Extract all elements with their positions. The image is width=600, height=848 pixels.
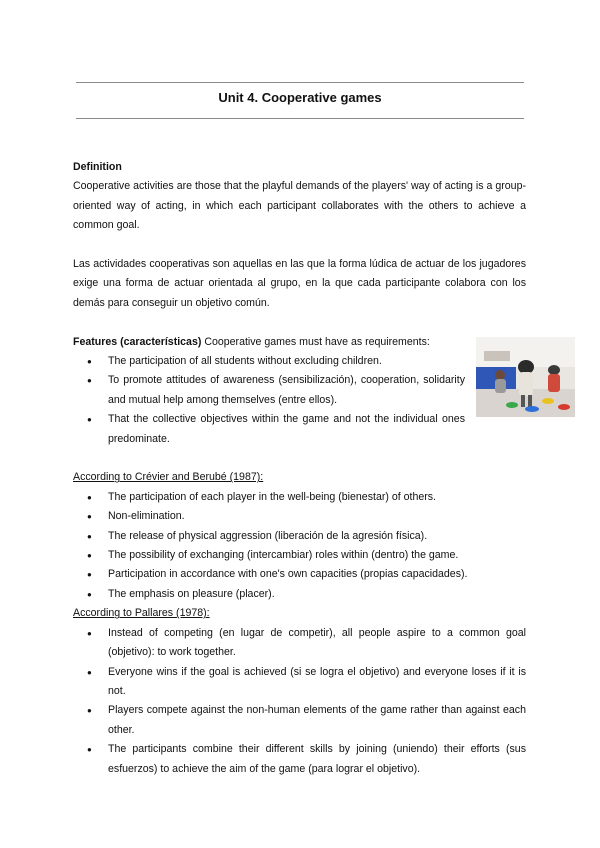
list-item: ● Participation in accordance with one's own capacities (propias capacidades). <box>73 565 526 584</box>
list-item: ● The participants combine their different skills by joining (uniendo) their efforts (sus esfuerzos) to achieve the aim of the game (para lograr el objetivo). <box>73 740 526 779</box>
list-item: ● The participation of each player in the well-being (bienestar) of others. <box>73 488 526 507</box>
features-list <box>73 352 465 449</box>
list-item: ● The release of physical aggression (liberación de la agresión física). <box>73 527 526 546</box>
photo-illustration <box>476 337 575 417</box>
children-playing-photo <box>476 337 575 417</box>
list-item: ● Everyone wins if the goal is achieved (si se logra el objetivo) and everyone loses if it is not. <box>73 663 526 702</box>
list-item: ● Non-elimination. <box>73 507 526 526</box>
pallares-list <box>73 624 526 779</box>
definition-spanish: Las actividades cooperativas son aquellas en las que la forma lúdica de actuar de los jugadores exige una forma de actuar orientada al grupo, en la que cada participante colabora con los demás para conseguir un objetivo común. <box>73 258 526 309</box>
definition-english: Cooperative activities are those that the playful demands of the players' way of acting is a group-oriented way of acting, in which each participant collaborates with the others to achieve a common goal. <box>73 180 526 232</box>
features-heading: Features (características) <box>73 335 202 348</box>
top-rule <box>76 82 524 83</box>
pallares-heading: According to Pallares (1978): <box>73 607 210 620</box>
features-line <box>73 333 465 352</box>
crevier-heading: According to Crévier and Berubé (1987): <box>73 471 264 484</box>
document-body <box>73 158 526 779</box>
list-item: ● The possibility of exchanging (intercambiar) roles within (dentro) the game. <box>73 546 526 565</box>
page-title: Unit 4. Cooperative games <box>218 90 382 105</box>
list-item: ● Instead of competing (en lugar de competir), all people aspire to a common goal (objetivo): to work together. <box>73 624 526 663</box>
list-item: ● To promote attitudes of awareness (sensibilización), cooperation, solidarity and mutual help among themselves (entre ellos). <box>73 371 465 410</box>
features-intro: Cooperative games must have as requirements: <box>201 335 430 348</box>
definition-heading: Definition <box>73 161 122 173</box>
list-item: ● Players compete against the non-human elements of the game rather than against each other. <box>73 701 526 740</box>
bottom-rule <box>76 118 524 119</box>
list-item: ● The participation of all students without excluding children. <box>73 352 465 371</box>
crevier-list <box>73 488 526 604</box>
list-item: ● The emphasis on pleasure (placer). <box>73 585 526 604</box>
list-item: ● That the collective objectives within the game and not the individual ones predominate. <box>73 410 465 449</box>
